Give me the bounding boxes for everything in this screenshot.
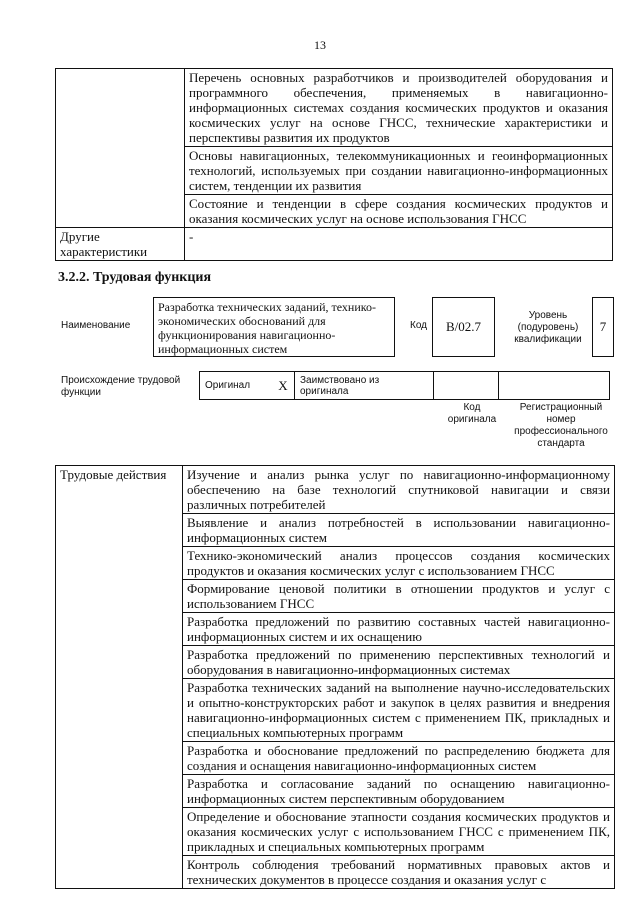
borrowed-label: Заимствовано из оригинала (295, 372, 434, 400)
table-row (56, 69, 613, 147)
origin-label: Происхождение трудовой функции (61, 375, 181, 398)
action-item: Технико-экономический анализ процессов создания космических продуктов и оказания космических услуг с использованием ГНСС (183, 547, 615, 580)
actions-table (55, 465, 615, 889)
action-item: Формирование ценовой политики в отношении продуктов и услуг с использованием ГНСС (183, 580, 615, 613)
row-label (56, 69, 185, 228)
section-title: 3.2.2. Трудовая функция (58, 270, 212, 285)
row-label: Другие характеристики (56, 228, 185, 261)
action-item: Разработка предложений по применению перспективных технологий и оборудования в навигационно-информационных системах (183, 646, 615, 679)
action-item: Выявление и анализ потребностей в использовании навигационно-информационных систем (183, 514, 615, 547)
action-item: Разработка технических заданий на выполнение научно-исследовательских и опытно-конструкторских работ и закупок в целях развития и внедрения навигационно-информационных систем с применением ПК, прикладных и специальных компьютерных программ (183, 679, 615, 742)
function-name-box: Разработка технических заданий, технико-экономических обоснований для функционирования навигационно-информационных систем (153, 297, 395, 357)
original-mark: X (272, 372, 295, 400)
table-cell: - (185, 228, 613, 261)
code-original-cell (434, 372, 499, 400)
action-item: Разработка и согласование заданий по оснащению навигационно-информационных систем перспективным оборудованием (183, 775, 615, 808)
name-label: Наименование (61, 320, 131, 331)
code-original-label: Код оригинала (447, 402, 497, 425)
table-row (56, 228, 613, 261)
original-label: Оригинал (200, 372, 273, 400)
table-cell: Основы навигационных, телекоммуникационных и геоинформационных технологий, используемых при создании навигационно-информационных систем, тенденции их развития (185, 147, 613, 195)
action-item: Контроль соблюдения требований нормативных правовых актов и технических документов в процессе создания и оказания услуг с (183, 856, 615, 889)
actions-label: Трудовые действия (56, 466, 183, 889)
page-number: 13 (314, 38, 326, 52)
code-box: B/02.7 (432, 297, 495, 357)
knowledge-table (55, 68, 613, 261)
table-cell: Состояние и тенденции в сфере создания космических продуктов и оказания космических услуг на основе использования ГНСС (185, 195, 613, 228)
table-cell: Перечень основных разработчиков и производителей оборудования и программного обеспечения, применяемых в навигационно-информационных системах создания космических продуктов и оказания космических услуг на основе ГНСС, технические характеристики и перспективы развития их продуктов (185, 69, 613, 147)
level-label: Уровень (подуровень) квалификации (514, 310, 582, 345)
action-item: Изучение и анализ рынка услуг по навигационно-информационному обеспечению на базе технологий спутниковой навигации и связи различных потребителей (183, 466, 615, 514)
action-item: Разработка и обоснование предложений по распределению бюджета для создания и оснащения навигационно-информационных систем (183, 742, 615, 775)
action-item: Разработка предложений по развитию составных частей навигационно-информационных систем и их оснащению (183, 613, 615, 646)
origin-table (199, 371, 610, 400)
level-box: 7 (592, 297, 614, 357)
action-item: Определение и обоснование этапности создания космических продуктов и оказания космических услуг с использованием ГНСС с применением ПК, прикладных и специальных компьютерных программ (183, 808, 615, 856)
reg-number-cell (499, 372, 610, 400)
reg-number-label: Регистрационный номер профессионального стандарта (514, 402, 608, 449)
code-label: Код (410, 320, 428, 331)
table-row (56, 466, 615, 514)
